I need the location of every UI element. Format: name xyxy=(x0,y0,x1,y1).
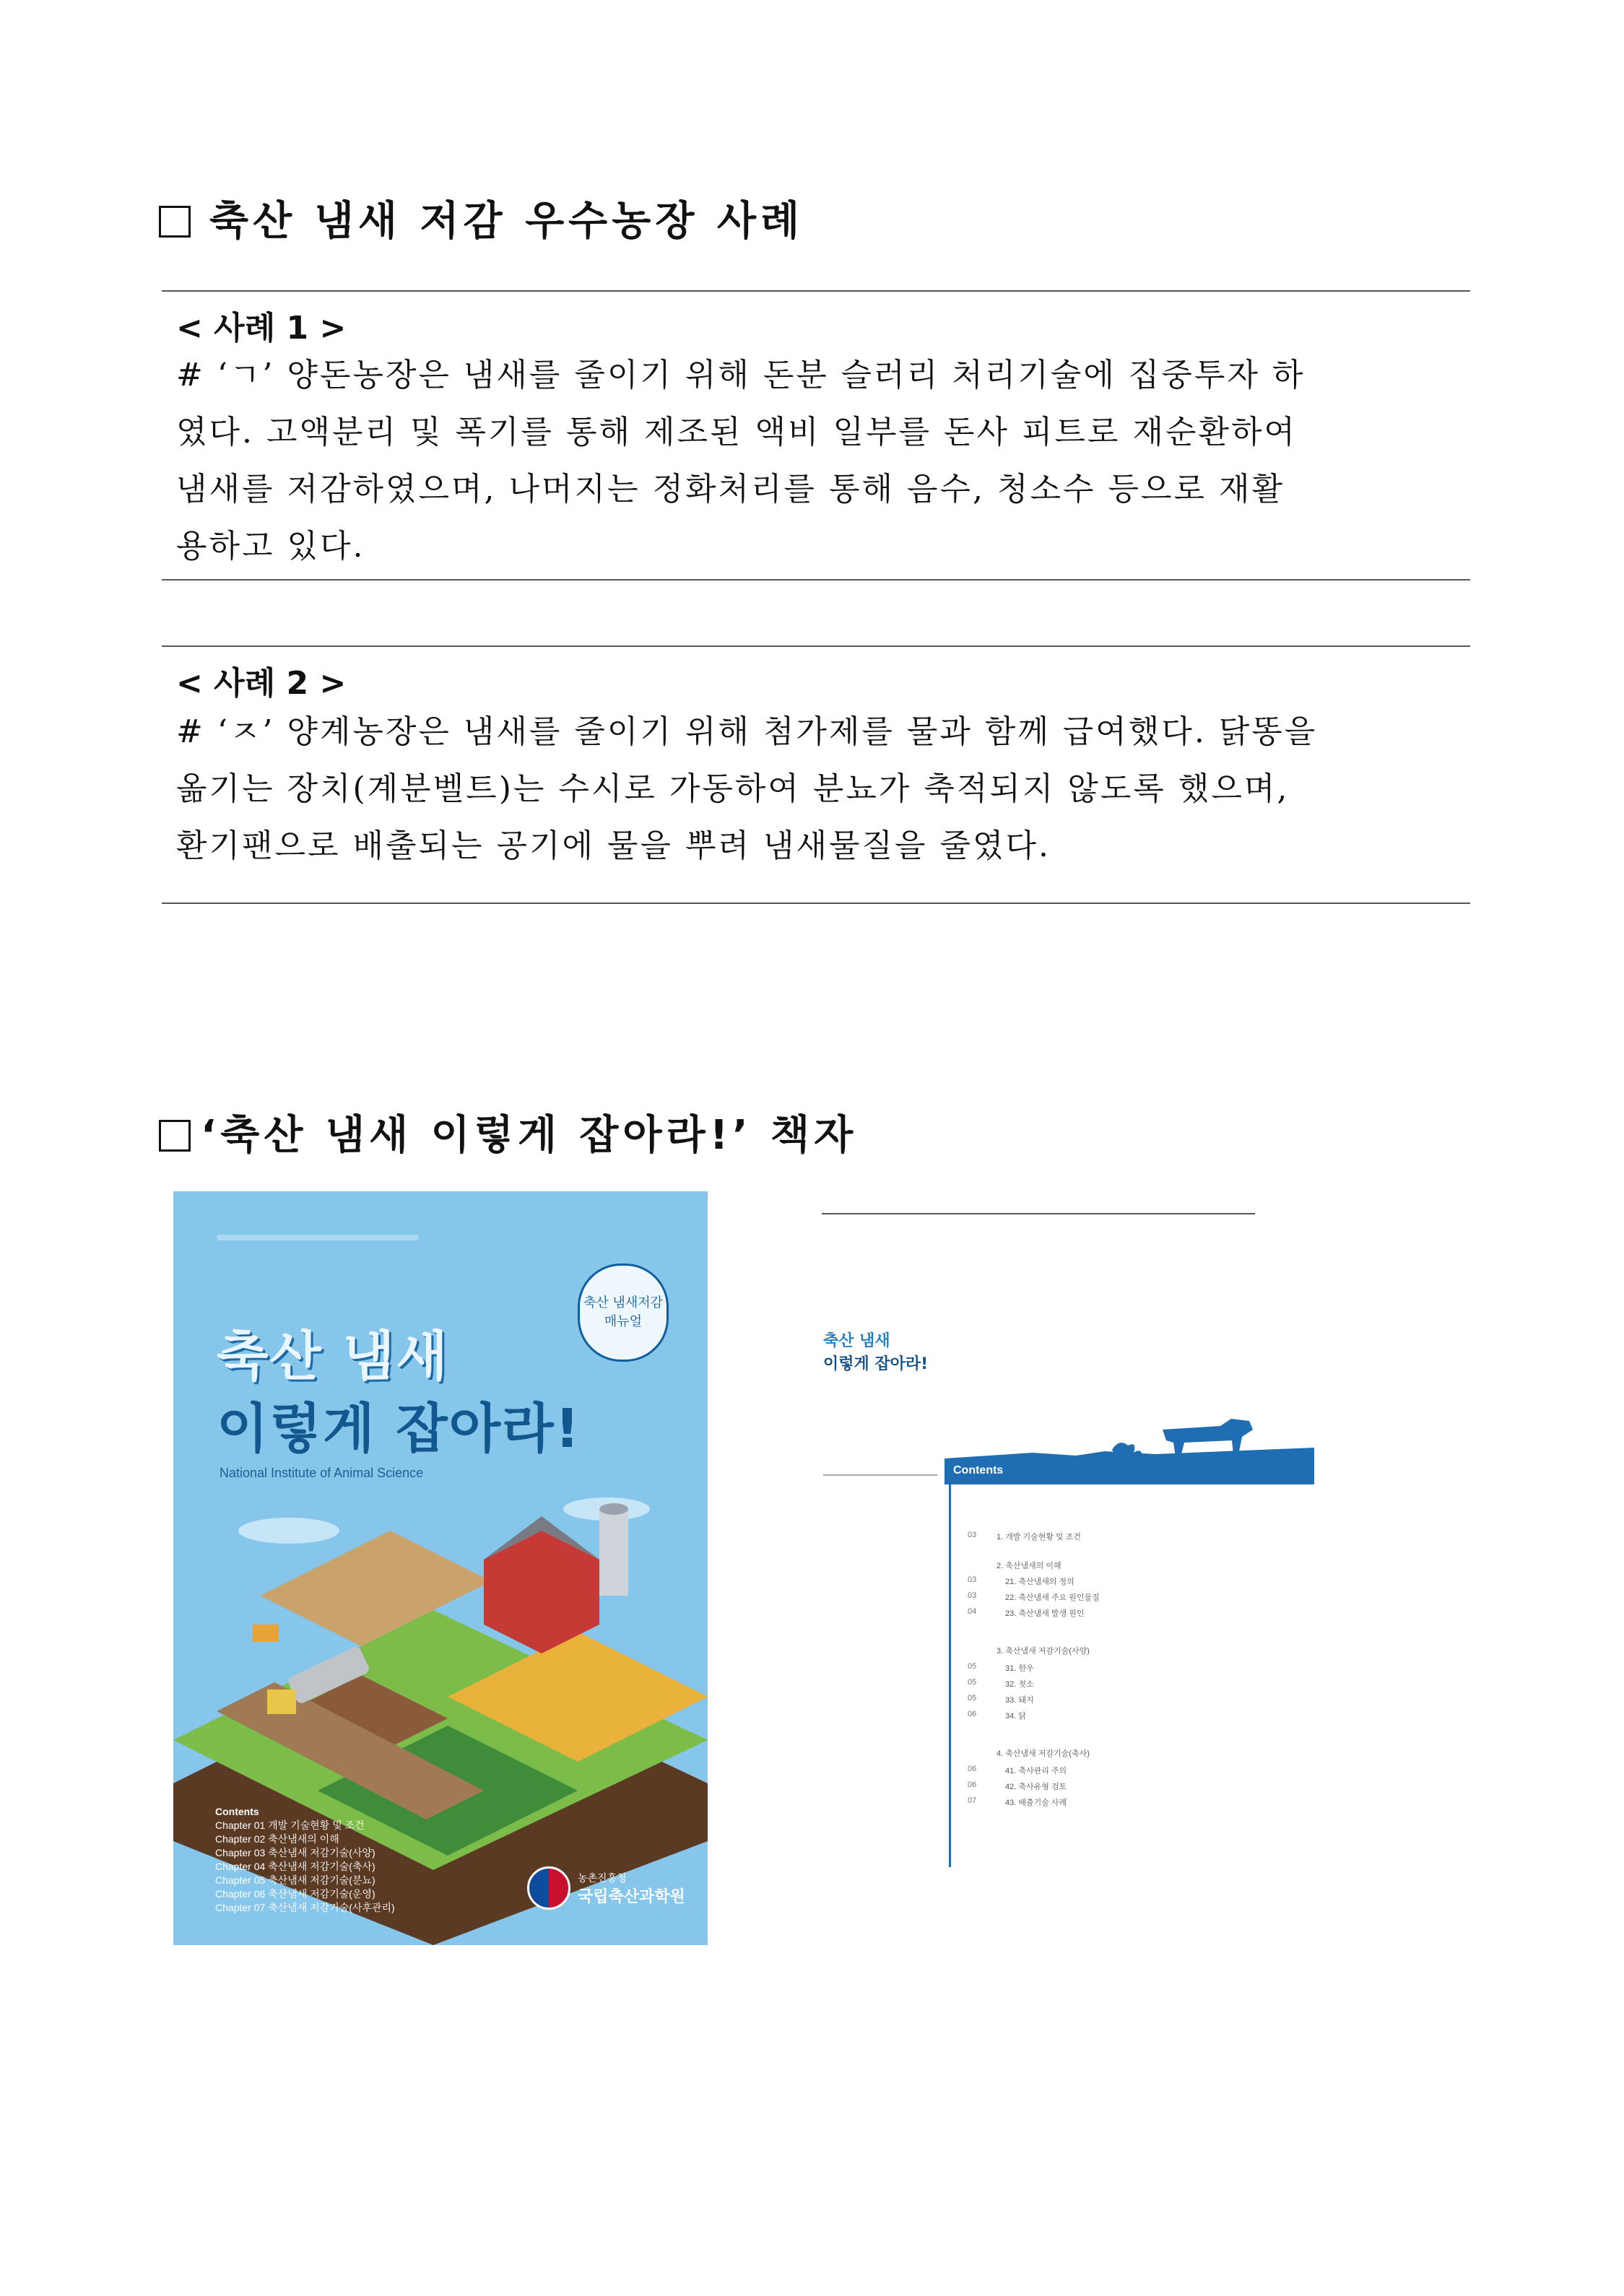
cover-contents-item: Chapter 07 축산냄새 저감기술(사후관리) xyxy=(215,1902,395,1913)
silo xyxy=(599,1509,628,1596)
toc-page: 06 xyxy=(968,1765,977,1773)
toc-page: 05 xyxy=(968,1662,977,1671)
case-1-line: 냄새를 저감하였으며, 나머지는 정화처리를 통해 음수, 청소수 등으로 재활 xyxy=(176,471,1285,508)
toc-item: 31. 한우 xyxy=(1005,1664,1034,1673)
divider xyxy=(162,290,1470,292)
inner-title-line2: 이렇게 잡아라! xyxy=(823,1355,929,1373)
toc-item: 1. 개발 기술현황 및 조건 xyxy=(996,1533,1082,1541)
toc-page: 03 xyxy=(968,1531,977,1539)
toc-page: 06 xyxy=(968,1710,977,1718)
case-1-body xyxy=(176,347,1454,575)
cover-subtitle: National Institute of Animal Science xyxy=(220,1466,424,1480)
toc-page: 05 xyxy=(968,1678,977,1687)
toc-vertical-line xyxy=(949,1484,951,1867)
checkbox-square-icon xyxy=(159,206,191,238)
toc-page: 06 xyxy=(968,1780,977,1789)
section-title: 축산 냄새 저감 우수농장 사례 xyxy=(209,198,804,245)
cover-contents-item: Chapter 03 축산냄새 저감기술(사양) xyxy=(215,1847,375,1858)
toc-page: 03 xyxy=(968,1575,977,1584)
toc-item: 41. 축사관리 주의 xyxy=(1005,1767,1067,1775)
cloud xyxy=(238,1518,339,1544)
toc-item: 2. 축산냄새의 이해 xyxy=(996,1562,1061,1570)
cover-title-line2: 이렇게 잡아라! xyxy=(217,1398,581,1460)
cow-silhouette-icon xyxy=(816,1191,1321,1495)
toc-item: 42. 축사유형 검토 xyxy=(1005,1783,1067,1791)
toc-item: 3. 축산냄새 저감기술(사양) xyxy=(996,1647,1090,1656)
toc-item: 34. 닭 xyxy=(1005,1712,1026,1721)
booklet-contents-page-image xyxy=(816,1191,1321,1899)
divider xyxy=(162,645,1470,647)
booklet-cover-image xyxy=(173,1191,708,1945)
toc-page: 03 xyxy=(968,1591,977,1600)
cover-contents-label: Contents xyxy=(215,1806,259,1817)
toc-item: 43. 배출기술 사례 xyxy=(1005,1799,1067,1807)
section-heading-farms xyxy=(159,189,804,247)
case-1-line: 였다. 고액분리 및 폭기를 통해 제조된 액비 일부를 돈사 피트로 재순환하여 xyxy=(176,414,1297,451)
case-2-line: 옮기는 장치(계분벨트)는 수시로 가동하여 분뇨가 축적되지 않도록 했으며, xyxy=(176,770,1290,807)
toc-item: 4. 축산냄새 저감기술(축사) xyxy=(996,1749,1090,1758)
case-1-line: # ‘ㄱ’ 양돈농장은 냄새를 줄이기 위해 돈분 슬러리 처리기술에 집중투자 하 xyxy=(176,357,1306,393)
toc-item: 21. 축산냄새의 정의 xyxy=(1005,1578,1074,1586)
cover-title-line1: 축산 냄새 xyxy=(217,1326,449,1388)
section-heading-booklet xyxy=(159,1103,857,1161)
cover-contents-item: Chapter 04 축산냄새 저감기술(축사) xyxy=(215,1861,375,1872)
case-1-title: < 사례 1 > xyxy=(176,310,347,347)
cover-badge: 축산 냄새저감 매뉴얼 xyxy=(578,1264,669,1362)
section-title: ‘축산 냄새 이렇게 잡아라!’ 책자 xyxy=(201,1112,858,1159)
toc-item: 33. 돼지 xyxy=(1005,1696,1034,1705)
checkbox-square-icon xyxy=(159,1120,191,1152)
toc-item: 22. 축산냄새 주요 원인물질 xyxy=(1005,1593,1100,1602)
logo-top-text: 농촌진흥청 xyxy=(578,1873,627,1884)
toc-page: 05 xyxy=(968,1694,977,1703)
cover-contents-item: Chapter 06 축산냄새 저감기술(운영) xyxy=(215,1888,375,1900)
case-1-line: 용하고 있다. xyxy=(176,528,365,565)
divider xyxy=(162,903,1470,904)
taegeuk-logo-icon xyxy=(527,1866,570,1910)
tractor xyxy=(253,1625,279,1642)
silo-top xyxy=(599,1503,628,1515)
nias-logo xyxy=(527,1863,686,1913)
case-2-title: < 사례 2 > xyxy=(176,665,347,702)
toc-page: 04 xyxy=(968,1607,977,1616)
case-2-line: # ‘ㅈ’ 양계농장은 냄새를 줄이기 위해 첨가제를 물과 함께 급여했다. 닭똥을 xyxy=(176,713,1318,750)
logo-name: 국립축산과학원 xyxy=(578,1888,685,1906)
toc-item: 32. 젖소 xyxy=(1005,1680,1034,1689)
case-2-line: 환기팬으로 배출되는 공기에 물을 뿌려 냄새물질을 줄였다. xyxy=(176,827,1051,864)
cover-contents xyxy=(215,1805,395,1915)
case-2-body xyxy=(176,703,1454,874)
cover-contents-item: Chapter 05 축산냄새 저감기술(분뇨) xyxy=(215,1874,375,1886)
inner-title-line1: 축산 냄새 xyxy=(823,1332,890,1350)
toc-page: 07 xyxy=(968,1796,977,1805)
contents-label: Contents xyxy=(953,1464,1004,1477)
cover-contents-item: Chapter 01 개발 기술현황 및 조건 xyxy=(215,1819,365,1831)
cover-contents-item: Chapter 02 축산냄새의 이해 xyxy=(215,1833,339,1845)
truck-cab xyxy=(267,1690,296,1714)
divider xyxy=(162,579,1470,580)
toc-item: 23. 축산냄새 발생 원인 xyxy=(1005,1609,1085,1618)
